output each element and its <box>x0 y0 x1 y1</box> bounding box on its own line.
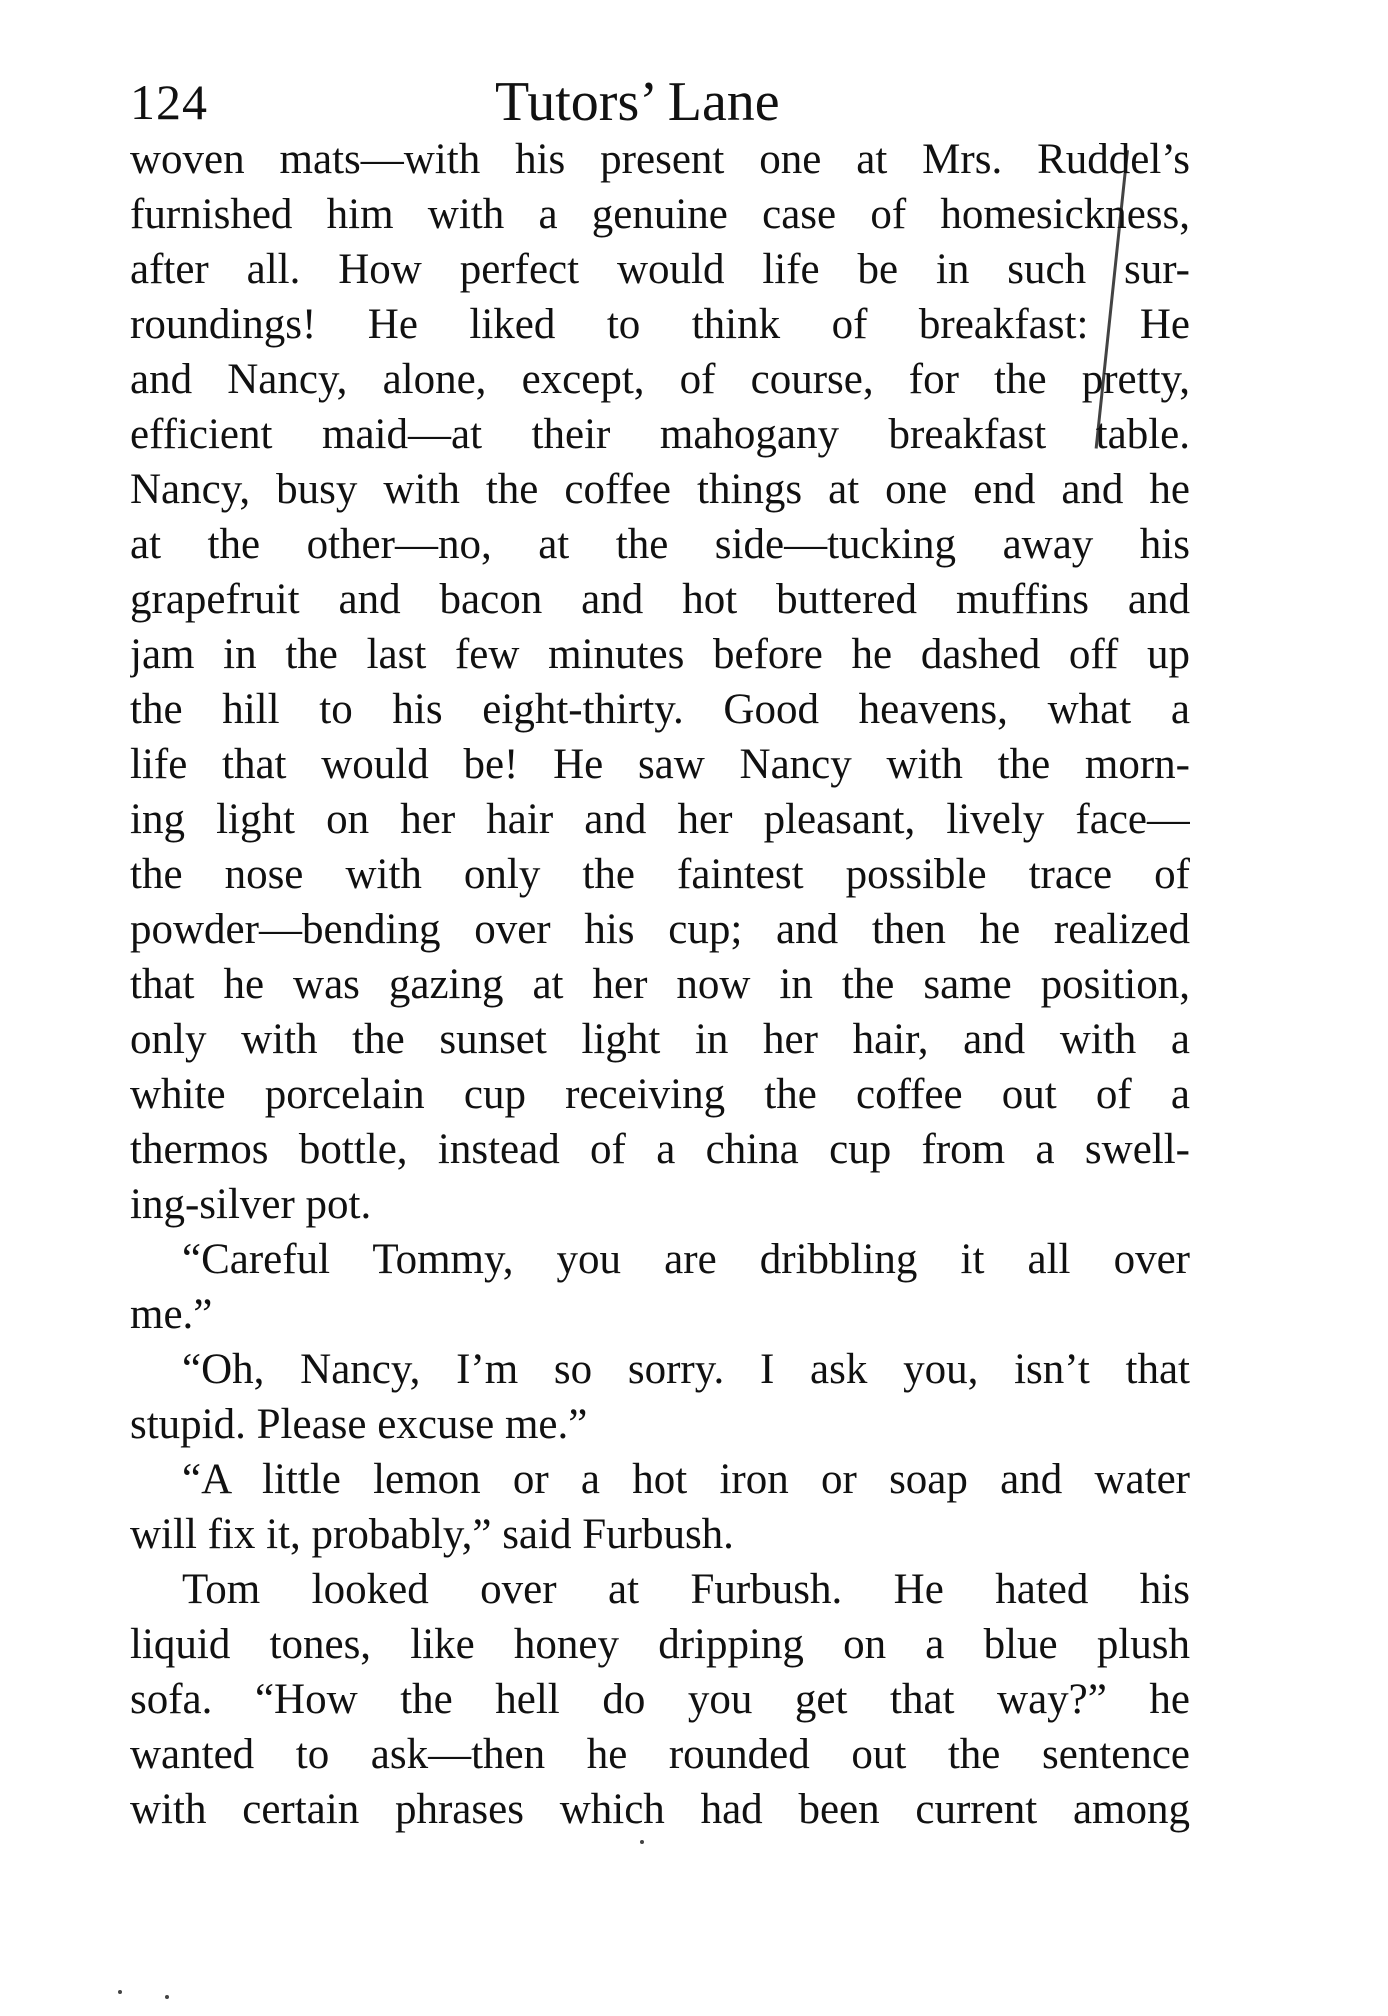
text-line: at the other—no, at the side—tucking away his <box>130 521 1190 568</box>
text-line: “A little lemon or a hot iron or soap and water <box>182 1456 1190 1503</box>
text-line: “Careful Tommy, you are dribbling it all over <box>182 1236 1190 1283</box>
text-line: grapefruit and bacon and hot buttered muffins and <box>130 576 1190 623</box>
paper-speck <box>640 1840 644 1844</box>
text-line: “Oh, Nancy, I’m so sorry. I ask you, isn’t that <box>182 1346 1190 1393</box>
text-line: efficient maid—at their mahogany breakfast table. <box>130 411 1190 458</box>
text-line: Nancy, busy with the coffee things at one end and he <box>130 466 1190 513</box>
text-line: furnished him with a genuine case of homesickness, <box>130 191 1190 238</box>
text-line: Tom looked over at Furbush. He hated his <box>182 1566 1190 1613</box>
text-line: jam in the last few minutes before he dashed off up <box>130 631 1190 678</box>
page-header <box>130 62 1190 142</box>
text-line: after all. How perfect would life be in such sur- <box>130 246 1190 293</box>
text-line: sofa. “How the hell do you get that way?” he <box>130 1676 1190 1723</box>
text-line: only with the sunset light in her hair, and with a <box>130 1016 1190 1063</box>
text-line: stupid. Please excuse me.” <box>130 1401 588 1448</box>
text-line: powder—bending over his cup; and then he realized <box>130 906 1190 953</box>
text-line: roundings! He liked to think of breakfast: He <box>130 301 1190 348</box>
text-line: that he was gazing at her now in the same position, <box>130 961 1190 1008</box>
text-line: with certain phrases which had been current among <box>130 1786 1190 1833</box>
text-line: ing light on her hair and her pleasant, lively face— <box>130 796 1190 843</box>
paper-speck <box>118 1990 122 1994</box>
text-line: life that would be! He saw Nancy with the morn- <box>130 741 1190 788</box>
text-line: wanted to ask—then he rounded out the sentence <box>130 1731 1190 1778</box>
text-line: thermos bottle, instead of a china cup from a swell- <box>130 1126 1190 1173</box>
text-line: the nose with only the faintest possible trace of <box>130 851 1190 898</box>
text-line: ing-silver pot. <box>130 1181 372 1228</box>
text-line: and Nancy, alone, except, of course, for the pretty, <box>130 356 1190 403</box>
text-line: will fix it, probably,” said Furbush. <box>130 1511 734 1558</box>
body-text <box>130 132 1190 1837</box>
text-line: liquid tones, like honey dripping on a blue plush <box>130 1621 1190 1668</box>
text-line: me.” <box>130 1291 213 1338</box>
text-line: the hill to his eight-thirty. Good heavens, what a <box>130 686 1190 733</box>
paper-speck <box>165 1995 169 1999</box>
text-line: woven mats—with his present one at Mrs. Ruddel’s <box>130 136 1190 183</box>
running-head: Tutors’ Lane <box>495 71 780 133</box>
text-line: white porcelain cup receiving the coffee out of a <box>130 1071 1190 1118</box>
page-number: 124 <box>130 74 208 130</box>
